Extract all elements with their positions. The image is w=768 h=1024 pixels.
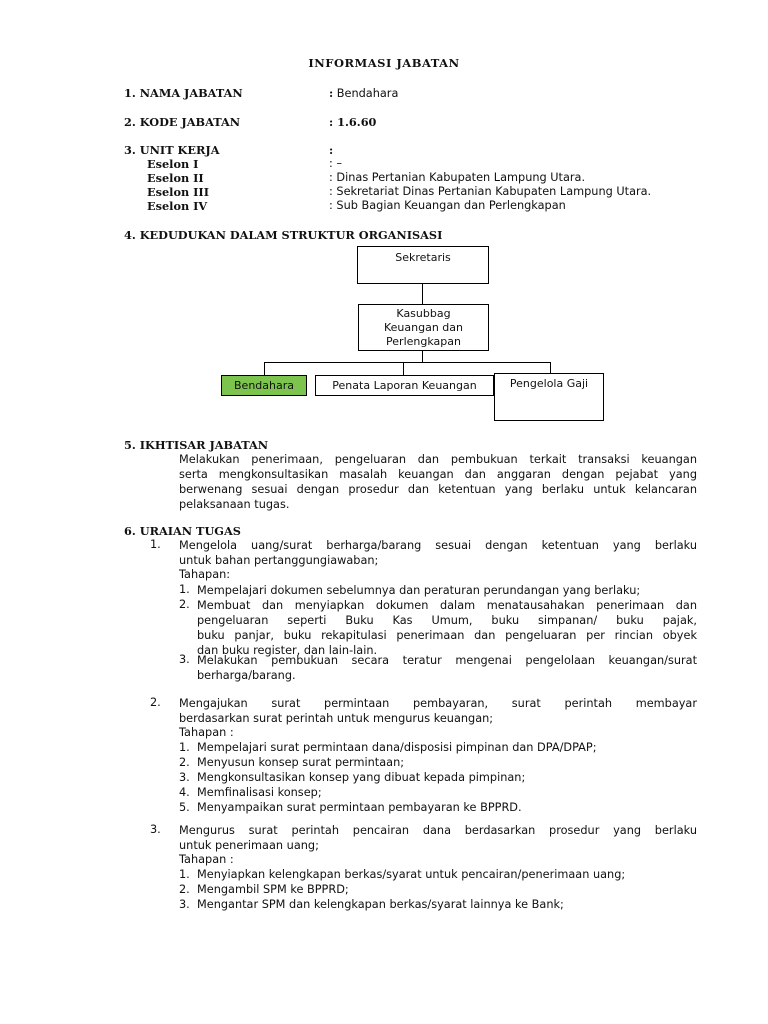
eselon-2-label: Eselon II (147, 171, 204, 185)
org-box-sekretaris (357, 246, 489, 284)
task-description (179, 538, 697, 568)
section-6-label: 6. URAIAN TUGAS (124, 524, 241, 538)
step-number: 1. (179, 583, 190, 596)
task-description (179, 696, 697, 726)
org-connector-horizontal (264, 362, 551, 363)
section-1-value: Bendahara (336, 87, 399, 100)
task-number: 1. (150, 538, 161, 551)
tahapan-label: Tahapan: (179, 568, 231, 581)
task-description (179, 823, 697, 853)
step-number: 3. (179, 898, 190, 911)
org-box-pengelola-gaji (494, 373, 604, 421)
org-label-pengelola-gaji: Pengelola Gaji (509, 377, 589, 390)
section-4-label: 4. KEDUDUKAN DALAM STRUKTUR ORGANISASI (124, 228, 443, 242)
org-label-kasubbag-1: Kasubbag (396, 307, 451, 320)
ikhtisar-paragraph (179, 452, 697, 512)
step-number: 3. (179, 771, 190, 784)
tahapan-label: Tahapan : (179, 726, 234, 739)
step-text: Mengambil SPM ke BPPRD; (197, 883, 349, 896)
org-box-kasubbag (358, 304, 489, 351)
task-line: berdasarkan surat perintah untuk mengurus keuangan; (179, 712, 494, 726)
section-3-colon: : (329, 143, 334, 157)
task-line: untuk bahan pertanggungiawaban; (179, 554, 379, 568)
step-line: buku panjar, buku rekapitulasi penerimaan dan pengeluaran per rincian obyek (197, 629, 697, 643)
org-connector-left (264, 362, 265, 375)
eselon-1-label: Eselon I (147, 157, 199, 171)
step-number: 2. (179, 756, 190, 769)
task-number: 2. (150, 696, 161, 709)
ikhtisar-line: berwenang sesuai dengan prosedur dan ketentuan yang berlaku untuk kelancaran (179, 483, 697, 497)
document-title: INFORMASI JABATAN (308, 56, 460, 70)
org-box-penata-laporan (315, 375, 494, 396)
section-2-value: 1.6.60 (337, 115, 377, 129)
eselon-2-value: : Dinas Pertanian Kabupaten Lampung Utara. (329, 171, 586, 184)
step-number: 1. (179, 868, 190, 881)
step-line: Membuat dan menyiapkan dokumen dalam menatausahakan penerimaan dan (197, 599, 697, 612)
task-number: 3. (150, 823, 161, 836)
section-2-value-row (329, 115, 376, 129)
step-line: Melakukan pembukuan secara teratur mengenai pengelolaan keuangan/surat (197, 654, 697, 667)
step-text (197, 598, 697, 658)
tahapan-label: Tahapan : (179, 853, 234, 866)
step-number: 1. (179, 741, 190, 754)
eselon-4-label: Eselon IV (147, 199, 208, 213)
step-text: Menyiapkan kelengkapan berkas/syarat untuk pencairan/penerimaan uang; (197, 868, 626, 881)
section-1-colon: : (329, 86, 334, 100)
ikhtisar-line: pelaksanaan tugas. (179, 498, 290, 512)
org-box-bendahara (221, 375, 307, 396)
step-text (197, 583, 697, 598)
step-number: 5. (179, 801, 190, 814)
eselon-3-value: : Sekretariat Dinas Pertanian Kabupaten Lampung Utara. (329, 185, 652, 198)
section-1-value-row (329, 86, 398, 100)
section-2-label: 2. KODE JABATAN (124, 115, 241, 129)
step-number: 3. (179, 653, 190, 666)
task-line: Mengelola uang/surat berharga/barang sesuai dengan ketentuan yang berlaku (179, 539, 697, 552)
step-number: 4. (179, 786, 190, 799)
step-text: Mempelajari surat permintaan dana/disposisi pimpinan dan DPA/DPAP; (197, 741, 597, 754)
ikhtisar-line: Melakukan penerimaan, pengeluaran dan pembukuan terkait transaksi keuangan (179, 453, 697, 466)
step-line: berharga/barang. (197, 669, 296, 683)
step-line: dan buku register, dan lain-lain. (197, 644, 378, 658)
org-connector-top (422, 284, 423, 304)
org-label-sekretaris: Sekretaris (395, 251, 451, 264)
step-text: Menyampaikan surat permintaan pembayaran ke BPPRD. (197, 801, 522, 814)
step-line: pengeluaran seperti Buku Kas Umum, buku simpanan/ buku pajak, (197, 614, 697, 628)
section-2-colon: : (329, 115, 334, 129)
eselon-4-value: : Sub Bagian Keuangan dan Perlengkapan (329, 199, 566, 212)
task-line: Mengajukan surat permintaan pembayaran, surat perintah membayar (179, 697, 697, 710)
section-1-label: 1. NAMA JABATAN (124, 86, 243, 100)
step-text: Menyusun konsep surat permintaan; (197, 756, 405, 769)
eselon-1-value: : – (329, 157, 343, 170)
step-line: Mempelajari dokumen sebelumnya dan peraturan perundangan yang berlaku; (197, 584, 641, 597)
step-text: Memfinalisasi konsep; (197, 786, 322, 799)
step-text: Mengantar SPM dan kelengkapan berkas/syarat lainnya ke Bank; (197, 898, 564, 911)
task-line: Mengurus surat perintah pencairan dana berdasarkan prosedur yang berlaku (179, 824, 697, 837)
org-connector-mid (422, 351, 423, 362)
ikhtisar-line: serta mengkonsultasikan masalah keuangan dan anggaran dengan pejabat yang (179, 468, 697, 482)
eselon-3-label: Eselon III (147, 185, 209, 199)
org-label-penata-laporan: Penata Laporan Keuangan (332, 379, 477, 392)
org-connector-center (403, 362, 404, 375)
step-text: Mengkonsultasikan konsep yang dibuat kepada pimpinan; (197, 771, 526, 784)
step-text (197, 653, 697, 683)
step-number: 2. (179, 883, 190, 896)
org-label-bendahara: Bendahara (234, 379, 294, 392)
task-line: untuk penerimaan uang; (179, 839, 319, 853)
section-3-label: 3. UNIT KERJA (124, 143, 220, 157)
section-5-label: 5. IKHTISAR JABATAN (124, 438, 269, 452)
org-label-kasubbag-2: Keuangan dan (383, 321, 463, 334)
step-number: 2. (179, 598, 190, 611)
org-label-kasubbag-3: Perlengkapan (386, 335, 461, 348)
